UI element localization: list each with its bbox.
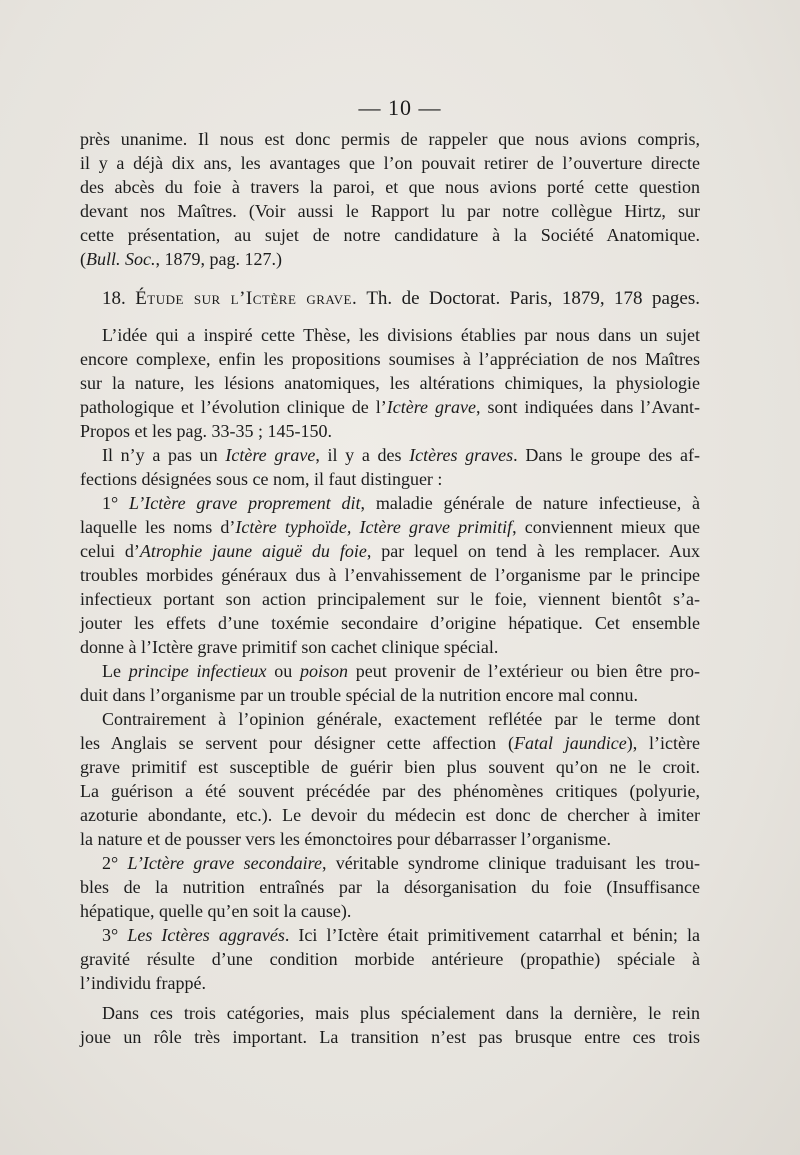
line-text: duit dans l’organisme par un trouble spécial de la nutrition encore mal connu.	[80, 685, 639, 705]
page-number: — 10 —	[358, 95, 442, 120]
line-text: , conviennent mieux que	[512, 517, 701, 537]
heading-details: Th. de Doctorat. Paris, 1879, 178 pages.	[366, 288, 700, 309]
heading-number: 18.	[102, 288, 126, 309]
line-text: 1°	[102, 493, 129, 513]
line-text: 2°	[102, 853, 128, 873]
line-text: les Anglais se servent pour désigner cette affection (	[80, 733, 514, 753]
text-line	[80, 1026, 700, 1048]
line-text: celui d’	[80, 541, 140, 561]
italic-term: Ictère typhoïde, Ictère grave primitif	[235, 517, 513, 537]
line-text: 3°	[102, 925, 128, 945]
text-line	[80, 540, 700, 562]
line-text: , 1879, pag. 127.)	[155, 249, 282, 269]
text-line	[80, 804, 700, 826]
italic-term: Ictère grave	[386, 397, 476, 417]
text-line	[80, 684, 700, 706]
line-text: il y a déjà dix ans, les avantages que l’on pouvait retirer de l’ouverture directe	[80, 153, 700, 173]
line-text: L’idée qui a inspiré cette Thèse, les divisions établies par nous dans un sujet	[102, 325, 700, 345]
text-line	[102, 924, 700, 946]
line-text: encore complexe, enfin les propositions soumises à l’appréciation de nos Maîtres	[80, 349, 700, 369]
line-text: la nature et de pousser vers les émonctoires pour débarrasser l’organisme.	[80, 829, 611, 849]
text-line	[80, 224, 700, 246]
italic-term: Ictères graves	[409, 445, 514, 465]
line-text: . Ici l’Ictère était primitivement catarrhal et bénin; la	[284, 925, 700, 945]
citation-italic: Bull. Soc.	[86, 249, 156, 269]
text-line	[80, 248, 700, 270]
text-line	[80, 372, 700, 394]
text-line	[102, 324, 700, 346]
italic-term: L’Ictère grave secondaire	[127, 853, 322, 873]
line-text: Il n’y a pas un	[102, 445, 226, 465]
text-line	[80, 200, 700, 222]
italic-term: Atrophie jaune aiguë du foie	[139, 541, 367, 561]
line-text: hépatique, quelle qu’en soit la cause).	[80, 901, 352, 921]
line-text: Le	[102, 661, 129, 681]
line-text: Contrairement à l’opinion générale, exactement reflétée par le terme dont	[102, 709, 700, 729]
line-text: sur la nature, les lésions anatomiques, les altérations chimiques, la physiologie	[80, 373, 700, 393]
line-text: grave primitif est susceptible de guérir bien plus souvent qu’on ne le croit.	[80, 757, 700, 777]
section-heading	[102, 288, 700, 310]
line-text: , sont indiquées dans l’Avant-	[476, 397, 700, 417]
text-line	[80, 876, 700, 898]
italic-term: poison	[300, 661, 349, 681]
text-line	[102, 708, 700, 730]
text-line	[80, 756, 700, 778]
text-line	[80, 588, 700, 610]
line-text: La guérison a été souvent précédée par des phénomènes critiques (polyurie,	[80, 781, 700, 801]
line-text: laquelle les noms d’	[80, 517, 236, 537]
line-text: Dans ces trois catégories, mais plus spécialement dans la dernière, le rein	[102, 1003, 700, 1023]
line-text: infectieux portant son action principalement sur le foie, viennent bientôt s’a-	[80, 589, 700, 609]
italic-term: Les Ictères aggravés	[127, 925, 285, 945]
italic-term: L’Ictère grave proprement dit	[128, 493, 361, 513]
italic-term: Fatal jaundice	[513, 733, 627, 753]
text-line	[102, 492, 700, 514]
text-line	[80, 612, 700, 634]
line-text: ), l’ictère	[626, 733, 700, 753]
line-text: cette présentation, au sujet de notre candidature à la Société Anatomique.	[80, 225, 700, 245]
text-line	[80, 564, 700, 586]
text-line	[80, 176, 700, 198]
text-line	[80, 348, 700, 370]
text-line	[102, 444, 700, 466]
line-text: , par lequel on tend à les remplacer. Aux	[366, 541, 700, 561]
text-line	[80, 828, 700, 850]
line-text: jouter les effets d’une toxémie secondaire d’origine hépatique. Cet ensemble	[80, 613, 700, 633]
text-line	[102, 852, 700, 874]
line-text: ou	[266, 661, 300, 681]
heading-title: Étude sur l’Ictère grave.	[135, 288, 358, 309]
line-text: (	[80, 249, 86, 269]
line-text: , véritable syndrome clinique traduisant les trou-	[321, 853, 701, 873]
text-line	[80, 972, 700, 994]
line-text: . Dans le groupe des af-	[513, 445, 700, 465]
line-text: fections désignées sous ce nom, il faut distinguer :	[80, 469, 443, 489]
text-line	[80, 396, 700, 418]
line-text: près unanime. Il nous est donc permis de rappeler que nous avions compris,	[80, 129, 700, 149]
line-text: Propos et les pag. 33-35 ; 145-150.	[80, 421, 332, 441]
text-line	[102, 1002, 700, 1024]
italic-term: Ictère grave	[225, 445, 316, 465]
line-text: pathologique et l’évolution clinique de l’	[80, 397, 387, 417]
text-line	[80, 732, 700, 754]
text-line	[80, 468, 700, 490]
italic-term: principe infectieux	[128, 661, 267, 681]
line-text: , maladie générale de nature infectieuse, à	[360, 493, 700, 513]
line-text: , il y a des	[315, 445, 410, 465]
text-line	[80, 900, 700, 922]
text-line	[80, 948, 700, 970]
text-line	[80, 128, 700, 150]
text-line	[80, 516, 700, 538]
text-line	[102, 660, 700, 682]
line-text: bles de la nutrition entraînés par la désorganisation du foie (Insuffisance	[80, 877, 700, 897]
line-text: gravité résulte d’une condition morbide antérieure (propathie) spéciale à	[80, 949, 700, 969]
line-text: des abcès du foie à travers la paroi, et que nous avions porté cette question	[80, 177, 700, 197]
line-text: peut provenir de l’extérieur ou bien être pro-	[348, 661, 700, 681]
line-text: azoturie abondante, etc.). Le devoir du médecin est donc de chercher à imiter	[80, 805, 700, 825]
text-line	[80, 780, 700, 802]
line-text: troubles morbides généraux dus à l’envahissement de l’organisme par le principe	[80, 565, 700, 585]
line-text: devant nos Maîtres. (Voir aussi le Rapport lu par notre collègue Hirtz, sur	[80, 201, 700, 221]
text-line	[80, 420, 700, 442]
line-text: donne à l’Ictère grave primitif son cachet clinique spécial.	[80, 637, 499, 657]
text-line	[80, 152, 700, 174]
text-line	[80, 636, 700, 658]
line-text: l’individu frappé.	[80, 973, 206, 993]
line-text: joue un rôle très important. La transition n’est pas brusque entre ces trois	[80, 1027, 700, 1047]
